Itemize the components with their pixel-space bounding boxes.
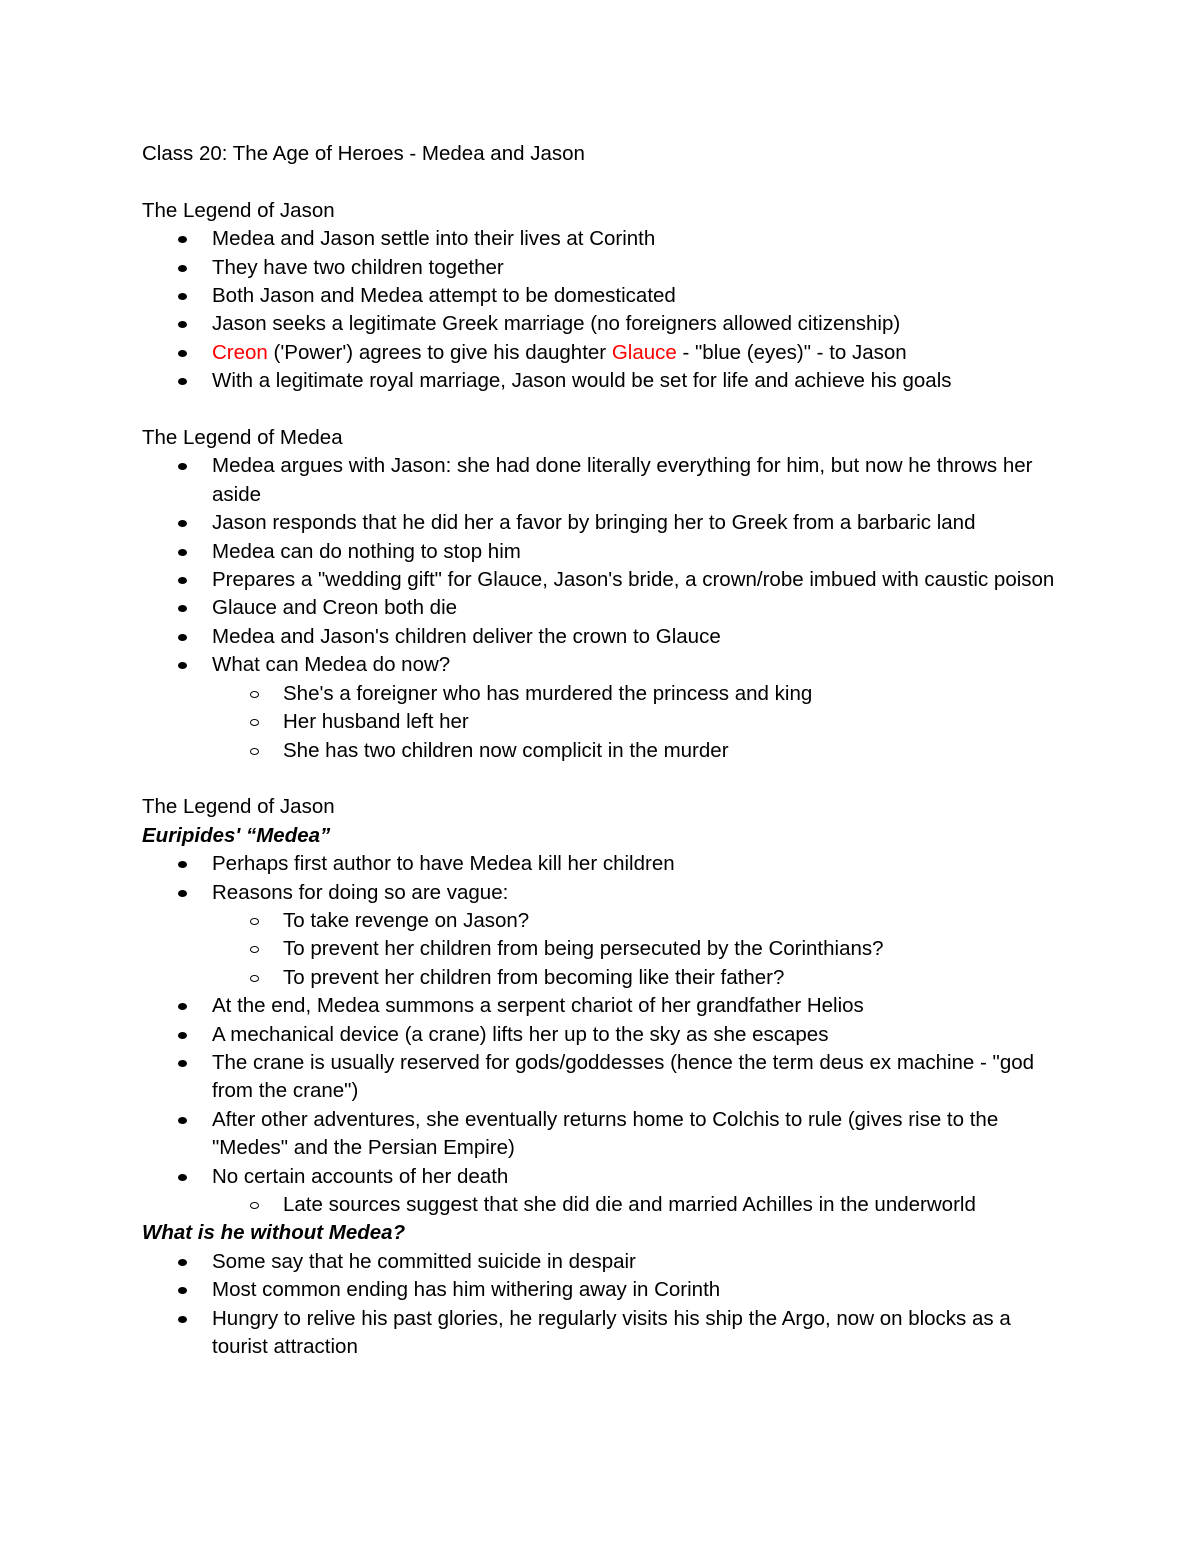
- spacer: [142, 396, 1072, 424]
- bullet-list: [142, 1248, 1072, 1362]
- sub-list-item: She's a foreigner who has murdered the princess and king: [142, 680, 1072, 708]
- page-title: Class 20: The Age of Heroes - Medea and Jason: [142, 142, 585, 165]
- section-subheading: What is he without Medea?: [142, 1221, 406, 1245]
- section-subheading: Euripides' “Medea”: [142, 823, 331, 847]
- list-item: Glauce and Creon both die: [142, 594, 1072, 622]
- list-item: Both Jason and Medea attempt to be domesticated: [142, 282, 1072, 310]
- list-item: Reasons for doing so are vague:: [142, 879, 1072, 907]
- bullet-list: [142, 452, 1072, 764]
- list-item: After other adventures, she eventually returns home to Colchis to rule (gives rise to the "Medes" and the Persian Empire): [142, 1106, 1072, 1163]
- list-item: Jason responds that he did her a favor by bringing her to Greek from a barbaric land: [142, 509, 1072, 537]
- list-item: Most common ending has him withering away in Corinth: [142, 1276, 1072, 1304]
- highlight-creon: Creon: [212, 340, 268, 364]
- list-item: No certain accounts of her death: [142, 1163, 1072, 1191]
- sub-list-item: Late sources suggest that she did die and married Achilles in the underworld: [142, 1191, 1072, 1219]
- sub-list-item: To prevent her children from becoming like their father?: [142, 964, 1072, 992]
- list-item: With a legitimate royal marriage, Jason would be set for life and achieve his goals: [142, 367, 1072, 395]
- list-item: They have two children together: [142, 254, 1072, 282]
- bullet-list: [142, 850, 1072, 1219]
- list-item: The crane is usually reserved for gods/goddesses (hence the term deus ex machine - "god from the crane"): [142, 1049, 1072, 1106]
- list-item: Prepares a "wedding gift" for Glauce, Jason's bride, a crown/robe imbued with caustic poison: [142, 566, 1072, 594]
- list-item: Jason seeks a legitimate Greek marriage (no foreigners allowed citizenship): [142, 310, 1072, 338]
- list-item: Medea and Jason's children deliver the crown to Glauce: [142, 623, 1072, 651]
- section-heading: The Legend of Jason: [142, 795, 335, 819]
- spacer: [142, 765, 1072, 793]
- list-item: What can Medea do now?: [142, 651, 1072, 679]
- list-item: Hungry to relive his past glories, he regularly visits his ship the Argo, now on blocks as a tourist attraction: [142, 1305, 1072, 1362]
- sub-list-item: She has two children now complicit in the murder: [142, 737, 1072, 765]
- list-item: Medea and Jason settle into their lives at Corinth: [142, 225, 1072, 253]
- list-item: Medea argues with Jason: she had done literally everything for him, but now he throws her aside: [142, 452, 1072, 509]
- list-item: Medea can do nothing to stop him: [142, 538, 1072, 566]
- list-item: Some say that he committed suicide in despair: [142, 1248, 1072, 1276]
- list-item: At the end, Medea summons a serpent chariot of her grandfather Helios: [142, 992, 1072, 1020]
- list-item: A mechanical device (a crane) lifts her up to the sky as she escapes: [142, 1021, 1072, 1049]
- spacer: [142, 168, 1072, 196]
- list-item: Perhaps first author to have Medea kill her children: [142, 850, 1072, 878]
- highlight-glauce: Glauce: [611, 340, 677, 364]
- document-content: [142, 140, 1072, 1361]
- section-heading: The Legend of Jason: [142, 198, 335, 222]
- sub-list-item: Her husband left her: [142, 708, 1072, 736]
- sub-list-item: To take revenge on Jason?: [142, 907, 1072, 935]
- sub-list-item: To prevent her children from being persecuted by the Corinthians?: [142, 935, 1072, 963]
- list-item-text: - "blue (eyes)" - to Jason: [676, 340, 907, 364]
- list-item-text: ('Power') agrees to give his daughter: [267, 340, 612, 364]
- bullet-list: [142, 225, 1072, 395]
- list-item: [142, 339, 1072, 367]
- section-heading: The Legend of Medea: [142, 426, 343, 450]
